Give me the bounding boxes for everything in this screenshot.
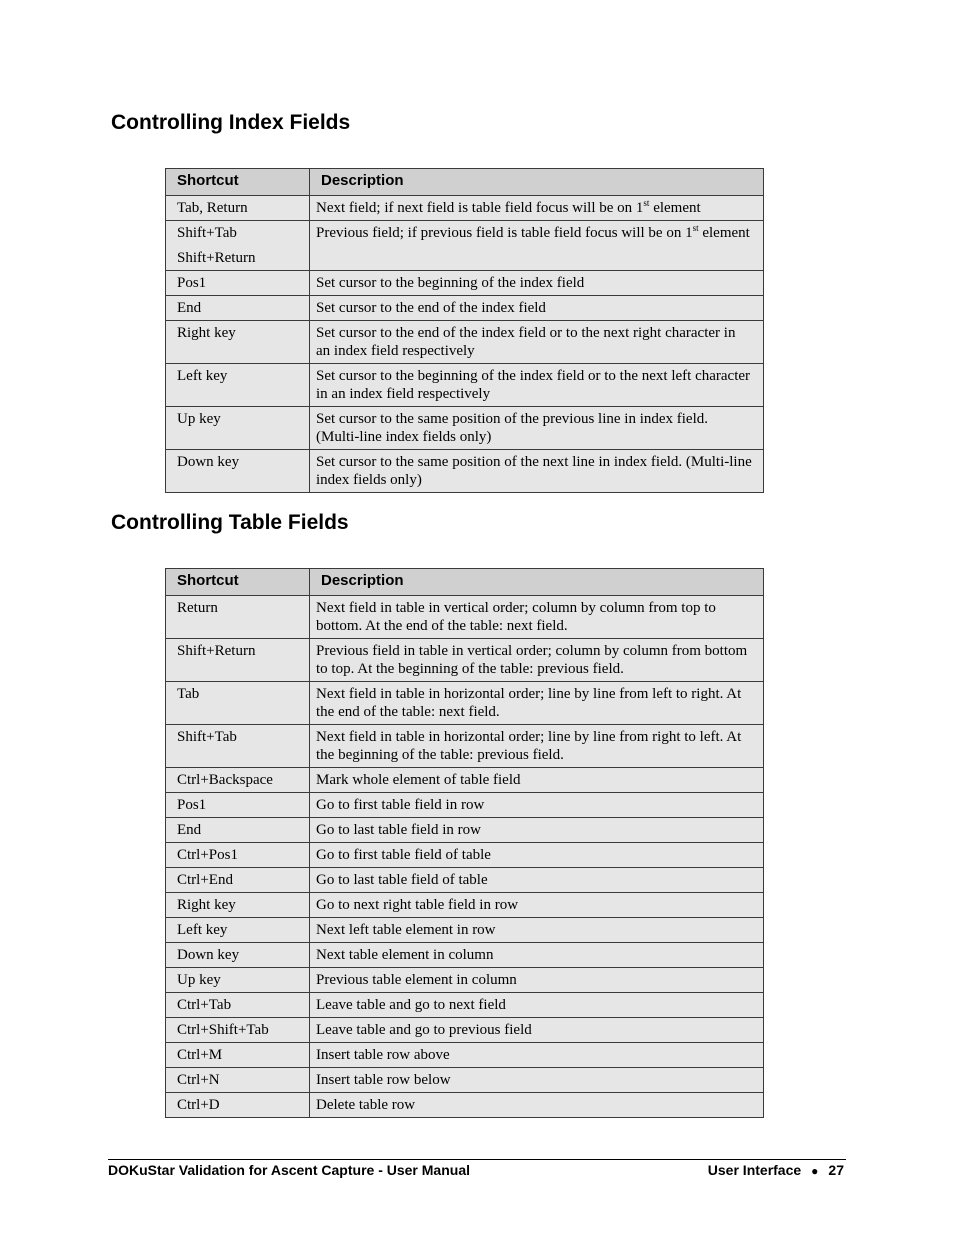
table-row [166, 843, 764, 868]
shortcut-cell: Ctrl+N [166, 1068, 310, 1093]
description-cell: Next left table element in row [310, 918, 764, 943]
shortcut-cell: Ctrl+M [166, 1043, 310, 1068]
description-cell: Delete table row [310, 1093, 764, 1118]
description-cell: Insert table row below [310, 1068, 764, 1093]
table-row [166, 450, 764, 493]
shortcut-cell: Down key [166, 943, 310, 968]
description-cell: Next table element in column [310, 943, 764, 968]
footer-section-name: User Interface [707, 1162, 802, 1178]
column-header-description: Description [310, 569, 764, 596]
table-row [166, 407, 764, 450]
table-row [166, 993, 764, 1018]
footer-divider [108, 1159, 846, 1160]
table-header-row [166, 169, 764, 196]
table-row [166, 221, 764, 271]
table-row [166, 639, 764, 682]
description-cell: Go to next right table field in row [310, 893, 764, 918]
description-cell: Next field; if next field is table field focus will be on 1st element [310, 196, 764, 221]
description-cell: Go to last table field in row [310, 818, 764, 843]
shortcut-cell: Down key [166, 450, 310, 493]
description-cell: Go to first table field of table [310, 843, 764, 868]
table-row [166, 818, 764, 843]
table-row [166, 893, 764, 918]
description-cell: Insert table row above [310, 1043, 764, 1068]
table-row [166, 1018, 764, 1043]
shortcut-cell: End [166, 818, 310, 843]
shortcut-cell: Return [166, 596, 310, 639]
shortcut-cell: Shift+Tab Shift+Return [166, 221, 310, 271]
table-row [166, 768, 764, 793]
description-cell: Mark whole element of table field [310, 768, 764, 793]
table-row [166, 1043, 764, 1068]
table-row [166, 596, 764, 639]
shortcut-cell: Ctrl+Backspace [166, 768, 310, 793]
shortcut-cell: Left key [166, 918, 310, 943]
shortcut-cell: Tab [166, 682, 310, 725]
description-cell: Set cursor to the end of the index field [310, 296, 764, 321]
index-shortcuts-table [165, 168, 764, 493]
footer-page-info [708, 1162, 844, 1178]
shortcut-cell: Pos1 [166, 271, 310, 296]
description-cell: Previous field; if previous field is table field focus will be on 1st element [310, 221, 764, 271]
description-cell: Set cursor to the same position of the previous line in index field. (Multi-line index fields only) [310, 407, 764, 450]
description-cell: Set cursor to the beginning of the index field or to the next left character in an index field respectively [310, 364, 764, 407]
shortcut-cell: Up key [166, 407, 310, 450]
table-row [166, 682, 764, 725]
description-cell: Set cursor to the end of the index field or to the next right character in an index field respectively [310, 321, 764, 364]
table-row [166, 1068, 764, 1093]
table-row [166, 321, 764, 364]
shortcut-cell: Ctrl+Shift+Tab [166, 1018, 310, 1043]
description-cell: Next field in table in vertical order; column by column from top to bottom. At the end of the table: next field. [310, 596, 764, 639]
shortcut-cell: Ctrl+End [166, 868, 310, 893]
bullet-icon: ● [811, 1164, 819, 1178]
shortcut-cell: Pos1 [166, 793, 310, 818]
table-row [166, 271, 764, 296]
index-section-title: Controlling Index Fields [111, 111, 351, 134]
table-shortcuts-table [165, 568, 764, 1118]
description-cell: Leave table and go to previous field [310, 1018, 764, 1043]
table-row [166, 793, 764, 818]
description-cell: Next field in table in horizontal order; line by line from right to left. At the beginning of the table: previous field. [310, 725, 764, 768]
page-number: 27 [828, 1162, 844, 1178]
description-cell: Go to first table field in row [310, 793, 764, 818]
table-row [166, 364, 764, 407]
shortcut-cell: End [166, 296, 310, 321]
description-cell: Set cursor to the same position of the next line in index field. (Multi-line index fields only) [310, 450, 764, 493]
shortcut-cell: Tab, Return [166, 196, 310, 221]
footer-document-title: DOKuStar Validation for Ascent Capture - User Manual [108, 1162, 470, 1178]
table-section-title: Controlling Table Fields [111, 511, 349, 534]
description-cell: Leave table and go to next field [310, 993, 764, 1018]
column-header-shortcut: Shortcut [166, 569, 310, 596]
shortcut-cell: Up key [166, 968, 310, 993]
description-cell: Go to last table field of table [310, 868, 764, 893]
shortcut-cell: Ctrl+Tab [166, 993, 310, 1018]
table-row [166, 868, 764, 893]
table-row [166, 968, 764, 993]
shortcut-cell: Right key [166, 321, 310, 364]
description-cell: Previous table element in column [310, 968, 764, 993]
table-row [166, 943, 764, 968]
table-row [166, 196, 764, 221]
table-row [166, 918, 764, 943]
shortcut-cell: Right key [166, 893, 310, 918]
description-cell: Set cursor to the beginning of the index field [310, 271, 764, 296]
column-header-description: Description [310, 169, 764, 196]
shortcut-cell: Ctrl+D [166, 1093, 310, 1118]
column-header-shortcut: Shortcut [166, 169, 310, 196]
table-row [166, 725, 764, 768]
table-row [166, 296, 764, 321]
shortcut-cell: Left key [166, 364, 310, 407]
shortcut-cell: Shift+Tab [166, 725, 310, 768]
table-row [166, 1093, 764, 1118]
description-cell: Previous field in table in vertical order; column by column from bottom to top. At the beginning of the table: previous field. [310, 639, 764, 682]
shortcut-cell: Ctrl+Pos1 [166, 843, 310, 868]
table-header-row [166, 569, 764, 596]
description-cell: Next field in table in horizontal order; line by line from left to right. At the end of the table: next field. [310, 682, 764, 725]
shortcut-cell: Shift+Return [166, 639, 310, 682]
